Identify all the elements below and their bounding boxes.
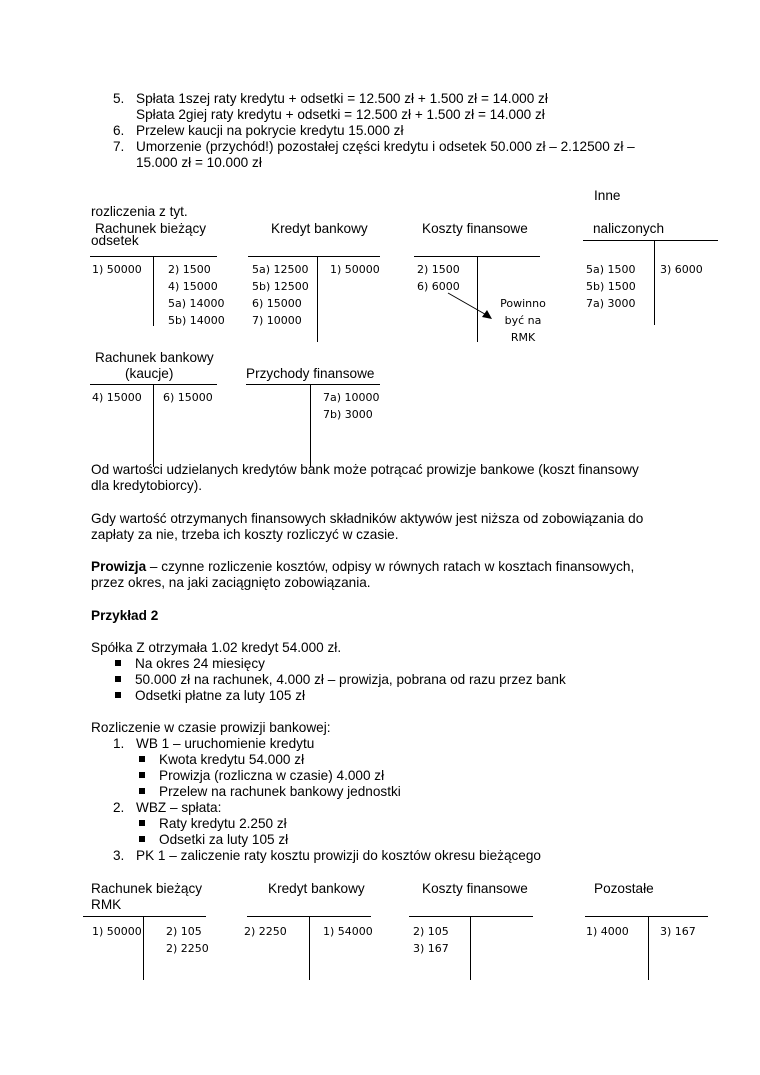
account-title: (kaucje) <box>125 366 174 381</box>
t-account-rule <box>83 916 206 917</box>
debit-entries: 5a) 1500 5b) 1500 7a) 3000 <box>586 263 636 310</box>
bullet-square-icon <box>115 676 121 682</box>
credit-entries: 3) 167 <box>660 925 696 938</box>
debit-entries: 4) 15000 <box>92 391 142 404</box>
account-title: Koszty finansowe <box>422 881 528 896</box>
account-title: Przychody finansowe <box>246 366 375 381</box>
account-title: Rachunek bieżący <box>95 221 207 236</box>
paragraph-line: zapłaty za nie, trzeba ich koszty rozliczyć w czasie. <box>91 527 399 542</box>
account-title: naliczonych <box>593 221 665 236</box>
credit-entries: 1) 54000 <box>323 925 373 938</box>
t-account-rule <box>248 256 380 257</box>
list-item: Prowizja (rozliczna w czasie) 4.000 zł <box>139 768 384 784</box>
list-item-line: Umorzenie (przychód!) pozostałej części kredytu i odsetek 50.000 zł – 2.12500 zł – <box>136 139 635 154</box>
account-title: Inne <box>594 188 621 203</box>
bullet-square-icon <box>115 692 121 698</box>
t-account-divider <box>470 917 471 980</box>
paragraph-line: dla kredytobiorcy). <box>91 478 203 493</box>
list-number: 3. <box>113 848 125 863</box>
debit-entries: 1) 50000 <box>92 263 142 276</box>
account-title: RMK <box>91 897 122 912</box>
paragraph-line: Spółka Z otrzymała 1.02 kredyt 54.000 zł. <box>91 640 342 655</box>
t-account-divider <box>648 917 649 980</box>
list-number: 2. <box>113 800 125 815</box>
debit-entries: 2) 2250 <box>244 925 287 938</box>
list-item: WBZ – spłata: <box>136 800 222 815</box>
t-account-rule <box>409 916 533 917</box>
list-number: 6. <box>113 123 125 138</box>
list-item: Przelew na rachunek bankowy jednostki <box>139 784 401 800</box>
list-item: PK 1 – zaliczenie raty kosztu prowizji do kosztów okresu bieżącego <box>136 848 541 863</box>
term-bold: Prowizja <box>91 559 147 574</box>
account-title: Pozostałe <box>594 881 654 896</box>
debit-entries: 5a) 12500 5b) 12500 6) 15000 7) 10000 <box>252 263 309 327</box>
account-title: Rachunek bieżący <box>91 881 203 896</box>
t-account-rule <box>583 240 718 241</box>
credit-entries: 7a) 10000 7b) 3000 <box>323 391 380 421</box>
bullet-square-icon <box>139 788 145 794</box>
credit-entries: 6) 15000 <box>163 391 213 404</box>
paragraph-line: Od wartości udzielanych kredytów bank może potrącać prowizje bankowe (koszt finansowy <box>91 462 639 477</box>
debit-entries: 1) 4000 <box>586 925 629 938</box>
list-number: 5. <box>113 91 125 106</box>
debit-entries: 2) 1500 6) 6000 <box>417 263 460 293</box>
credit-entries: 1) 50000 <box>330 263 380 276</box>
list-item: WB 1 – uruchomienie kredytu <box>136 736 315 751</box>
account-title: Koszty finansowe <box>422 221 528 236</box>
paragraph-line: Prowizja – czynne rozliczenie kosztów, odpisy w równych ratach w kosztach finansowych, <box>91 559 635 574</box>
t-account-divider <box>309 917 310 980</box>
t-account-rule <box>585 916 708 917</box>
list-item-line: Spłata 1szej raty kredytu + odsetki = 12.500 zł + 1.500 zł = 14.000 zł <box>136 91 548 106</box>
annotation-note: Powinno być na RMK <box>500 297 546 344</box>
paragraph-line: Rozliczenie w czasie prowizji bankowej: <box>91 720 331 735</box>
list-item-line: Spłata 2giej raty kredytu + odsetki = 12.500 zł + 1.500 zł = 14.000 zł <box>136 107 545 122</box>
t-account-rule <box>246 384 380 385</box>
paragraph-line: przez okres, na jaki zaciągnięto zobowiązania. <box>91 575 371 590</box>
list-item-line: Przelew kaucji na pokrycie kredytu 15.000 zł <box>136 123 404 138</box>
account-title: Rachunek bankowy <box>95 350 214 365</box>
section-heading: Przykład 2 <box>91 608 159 623</box>
credit-entries: 2) 1500 4) 15000 5a) 14000 5b) 14000 <box>168 263 225 327</box>
t-account-divider <box>143 917 144 980</box>
debit-entries: 1) 50000 <box>92 925 142 938</box>
bullet-square-icon <box>139 820 145 826</box>
t-account-divider <box>153 385 154 467</box>
credit-entries: 2) 105 2) 2250 <box>166 925 209 955</box>
account-title: rozliczenia z tyt. <box>91 204 188 219</box>
bullet-square-icon <box>139 772 145 778</box>
list-item: Odsetki za luty 105 zł <box>139 832 288 848</box>
list-item: Na okres 24 miesięcy <box>115 656 265 672</box>
paragraph-line: Gdy wartość otrzymanych finansowych składników aktywów jest niższa od zobowiązania do <box>91 511 644 526</box>
t-account-divider <box>654 241 655 325</box>
list-item-line: 15.000 zł = 10.000 zł <box>136 155 262 170</box>
t-account-divider <box>153 257 154 326</box>
list-number: 7. <box>113 139 125 154</box>
account-title: Kredyt bankowy <box>271 221 368 236</box>
t-account-divider <box>310 385 311 467</box>
list-item: Raty kredytu 2.250 zł <box>139 816 287 832</box>
t-account-divider <box>317 257 318 342</box>
account-title: odsetek <box>91 233 139 248</box>
list-number: 1. <box>113 736 125 751</box>
list-item: 50.000 zł na rachunek, 4.000 zł – prowizja, pobrana od razu przez bank <box>115 672 566 688</box>
bullet-square-icon <box>139 756 145 762</box>
list-item: Odsetki płatne za luty 105 zł <box>115 688 305 704</box>
account-title: Kredyt bankowy <box>268 881 365 896</box>
debit-entries: 2) 105 3) 167 <box>413 925 449 955</box>
bullet-square-icon <box>115 660 121 666</box>
bullet-square-icon <box>139 836 145 842</box>
list-item: Kwota kredytu 54.000 zł <box>139 752 304 768</box>
credit-entries: 3) 6000 <box>660 263 703 276</box>
